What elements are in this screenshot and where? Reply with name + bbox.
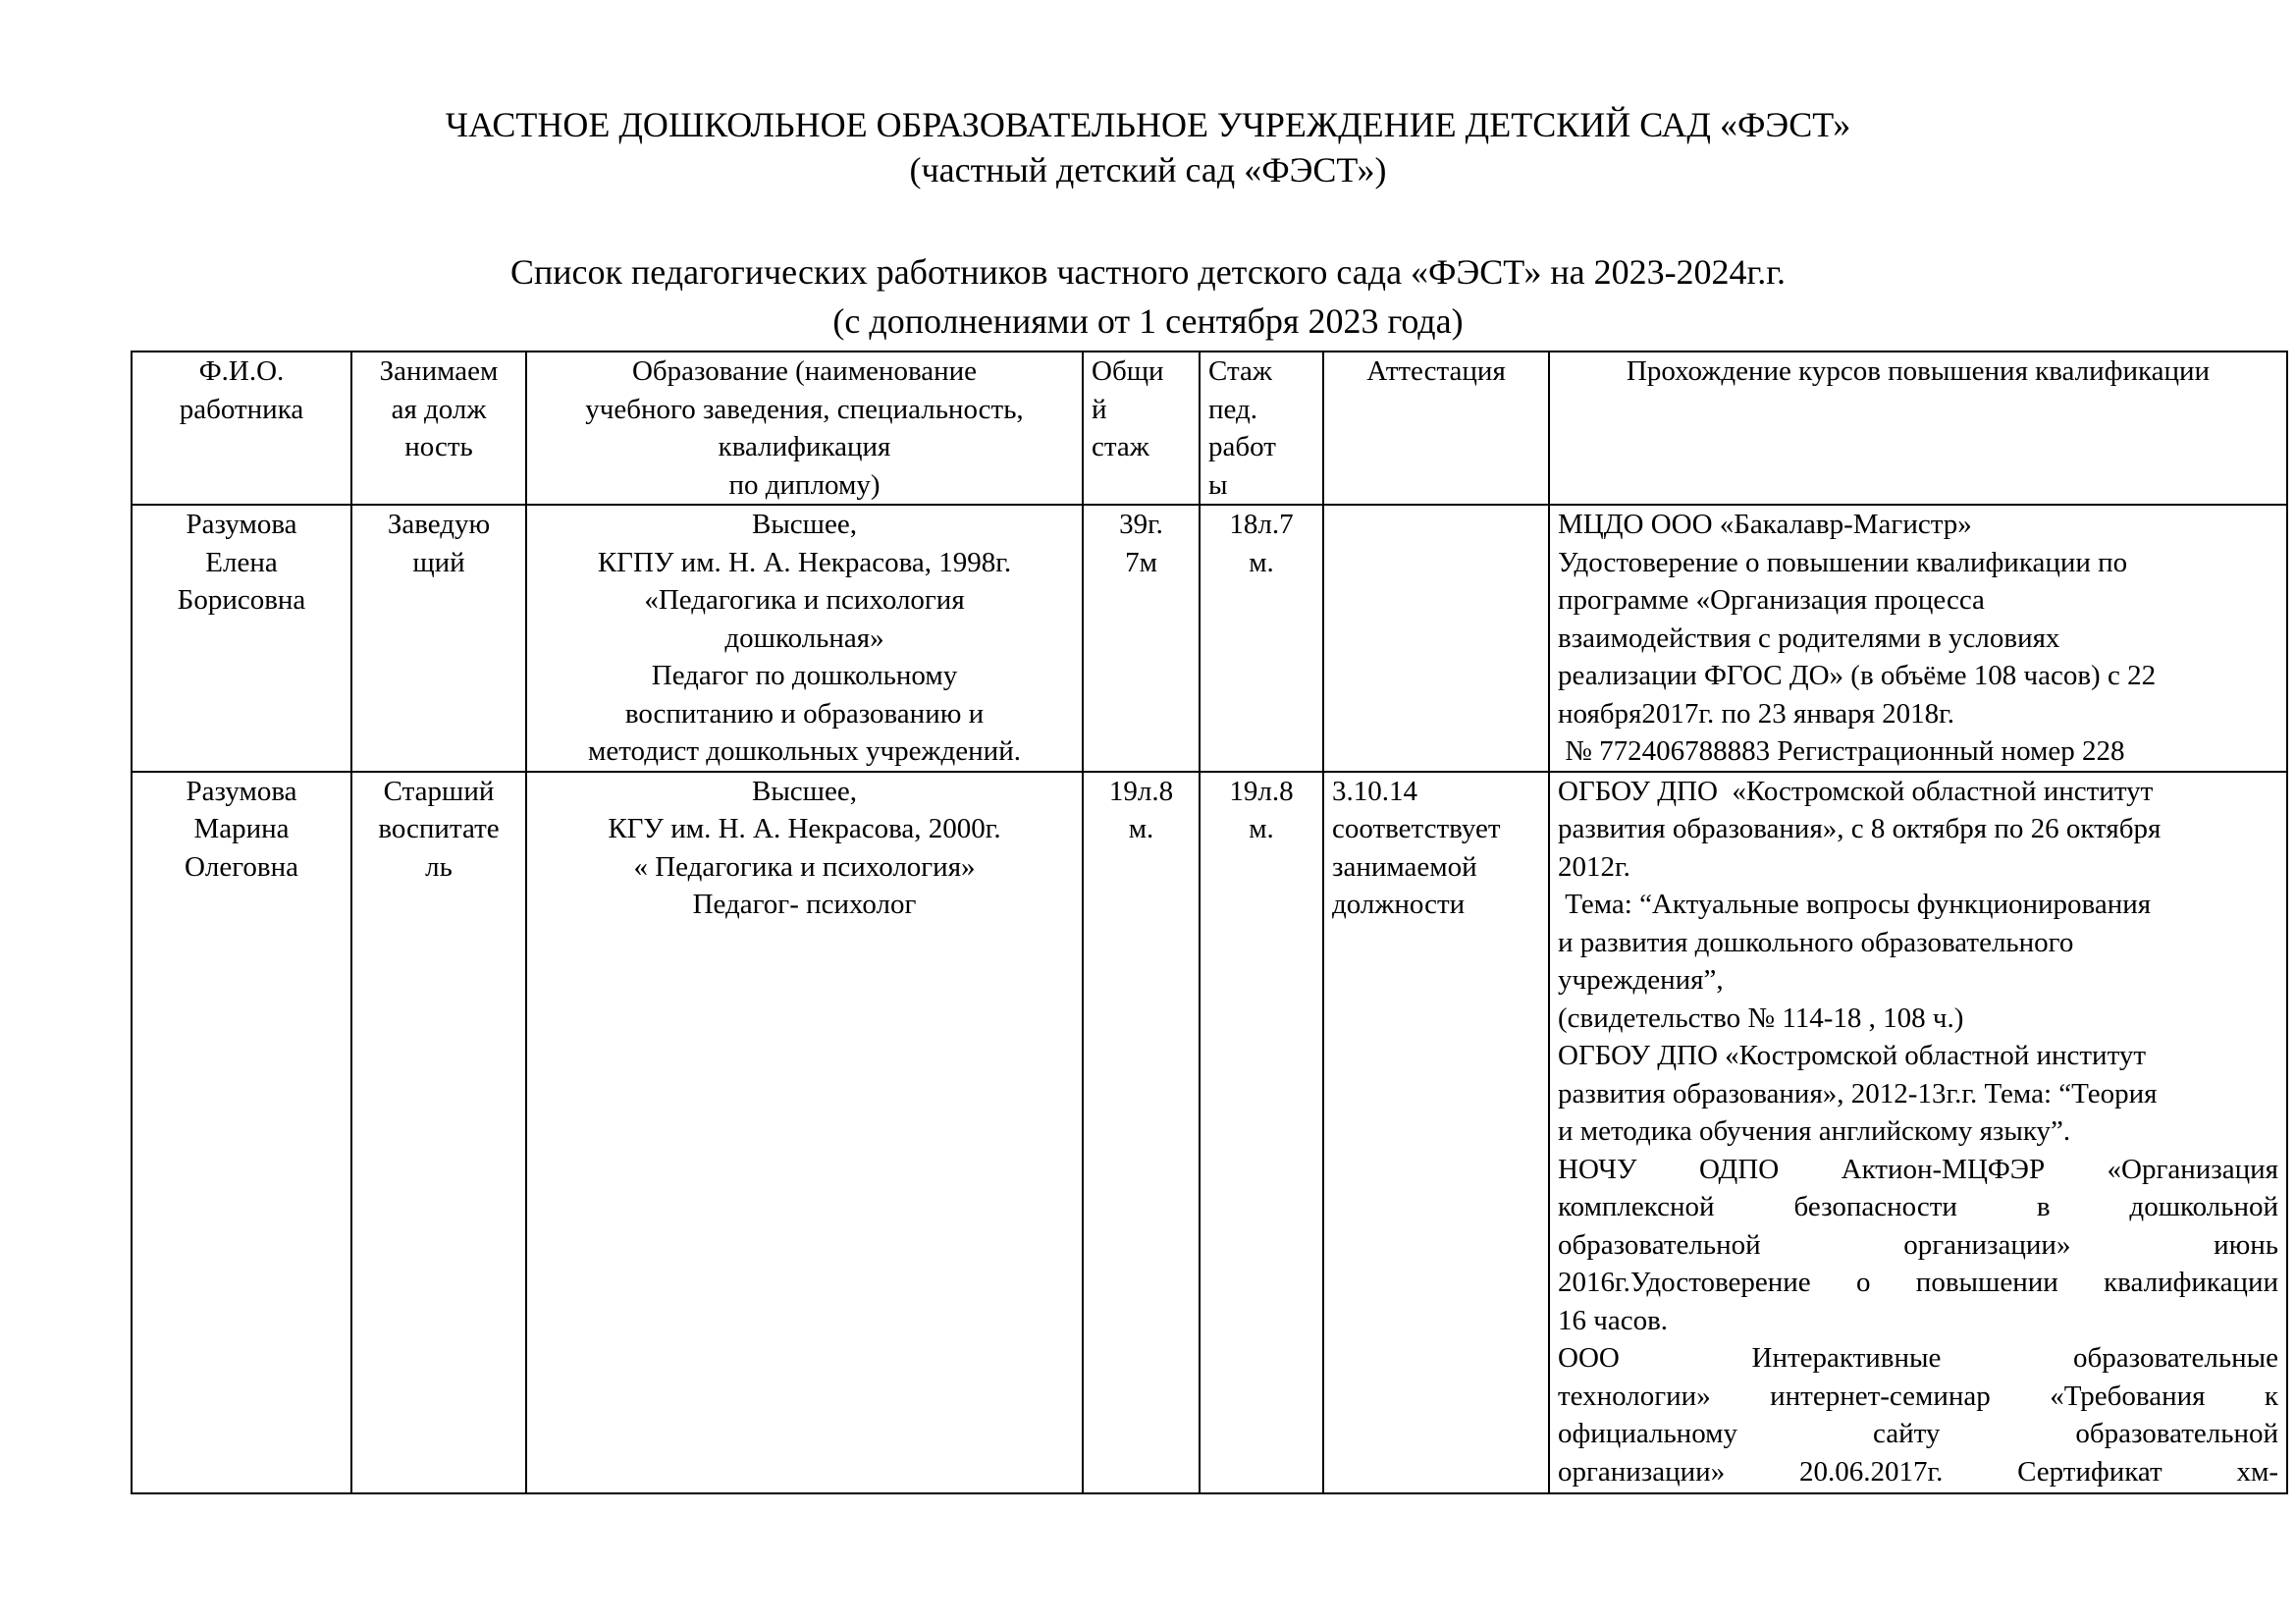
cell-text-line: воспитате [378,813,500,844]
cell-text-line: «Педагогика и психология [644,584,965,616]
cell-text-line: ноября2017г. по 23 января 2018г. [1558,697,1955,730]
employee-courses [1549,505,2287,772]
cell-text-line: ность [404,431,473,462]
employee-attestation [1323,772,1549,1493]
cell-text-line: Заведую [387,509,491,540]
cell-text-line: м. [1249,813,1274,844]
employee-courses [1549,772,2287,1493]
cell-text-line: учреждения”, [1558,964,1724,996]
employee-ped-experience [1200,772,1323,1493]
cell-text-line: Занимаем [379,355,499,387]
cell-text-line: Педагог по дошкольному [651,660,958,691]
employee-name [132,772,351,1493]
column-header-ped-experience [1200,352,1323,505]
cell-text-line: Образование (наименование [631,355,978,387]
cell-text-line: 19л.8 [1108,775,1174,807]
employee-education [526,505,1083,772]
cell-text-line: ы [1208,468,1228,501]
cell-text-line: 2016г.Удостоверение о повышении квалификации [1558,1267,2278,1298]
employee-attestation [1323,505,1549,772]
cell-text-line: 2012г. [1558,850,1630,883]
organization-subtitle: (частный детский сад «ФЭСТ») [909,150,1387,189]
cell-text-line: « Педагогика и психология» [633,850,976,883]
cell-text-line: квалификация [718,431,891,462]
cell-text-line: Высшее, [751,509,858,540]
cell-text-line: реализации ФГОС ДО» (в объёме 108 часов) с 22 [1558,660,2157,691]
cell-text-line: 16 часов. [1558,1304,1669,1336]
cell-text-line: 19л.8 [1229,775,1294,807]
employee-ped-experience [1200,505,1323,772]
column-header-education [526,352,1083,505]
cell-text-line: щий [412,546,465,578]
cell-text-line: 39г. [1119,509,1163,540]
cell-text-line: ая долж [391,393,487,425]
cell-text-line: дошкольная» [724,622,884,654]
cell-text-line: взаимодействия с родителями в условиях [1558,622,2060,654]
cell-text-line: 3.10.14 [1332,775,1417,807]
column-header-total-experience [1083,352,1200,505]
cell-text-line: организации» 20.06.2017г. Сертификат хм- [1558,1455,2278,1488]
cell-text-line: стаж [1092,431,1149,462]
cell-text-line: Педагог- психолог [692,889,917,920]
cell-text-line: Старший [383,775,495,807]
organization-title: ЧАСТНОЕ ДОШКОЛЬНОЕ ОБРАЗОВАТЕЛЬНОЕ УЧРЕЖДЕНИЕ ДЕТСКИЙ САД «ФЭСТ» [445,105,1851,144]
cell-text-line: Ф.И.О. [198,355,285,387]
cell-text-line: Аттестация [1366,355,1506,387]
cell-text-line: (свидетельство № 114-18 , 108 ч.) [1558,1001,1964,1034]
cell-text-line: КГУ им. Н. А. Некрасова, 2000г. [608,813,1001,844]
cell-text-line: ООО Интерактивные образовательные [1558,1342,2278,1374]
table-header-row [132,352,2287,505]
cell-text-line: Разумова [186,509,297,540]
cell-text-line: и развития дошкольного образовательного [1558,926,2074,958]
employee-total-experience [1083,505,1200,772]
cell-text-line: № 772406788883 Регистрационный номер 228 [1558,735,2125,767]
employee-position [351,505,526,772]
cell-text-line: Елена [205,546,278,578]
cell-text-line: воспитанию и образованию и [624,697,985,730]
cell-text-line: Борисовна [177,584,306,616]
employee-total-experience [1083,772,1200,1493]
cell-text-line: Марина [193,813,290,844]
table-row [132,772,2287,1493]
column-header-attestation [1323,352,1549,505]
cell-text-line: технологии» интернет-семинар «Требования к [1558,1380,2278,1412]
cell-text-line: НОЧУ ОДПО Актион-МЦФЭР «Организация [1558,1153,2278,1185]
cell-text-line: образовательной организации» июнь [1558,1228,2278,1261]
employee-education [526,772,1083,1493]
cell-text-line: Стаж [1208,355,1272,387]
employee-name [132,505,351,772]
cell-text-line: пед. [1208,393,1258,425]
cell-text-line: Разумова [186,775,297,807]
cell-text-line: официальному сайту образовательной [1558,1418,2278,1449]
cell-text-line: м. [1249,546,1274,578]
cell-text-line: комплексной безопасности в дошкольной [1558,1191,2278,1222]
column-header-name [132,352,351,505]
cell-text-line: работника [179,393,304,425]
list-subtitle: (с дополнениями от 1 сентября 2023 года) [832,301,1464,341]
cell-text-line: должности [1332,889,1466,920]
cell-text-line: 18л.7 [1229,509,1294,540]
cell-text-line: Тема: “Актуальные вопросы функционирования [1558,889,2152,920]
cell-text-line: развития образования», с 8 октября по 26 октября [1558,813,2162,844]
cell-text-line: ль [425,850,453,883]
cell-text-line: развития образования», 2012-13г.г. Тема: “Теория [1558,1077,2158,1110]
cell-text-line: ОГБОУ ДПО «Костромской областной институт [1558,775,2154,807]
cell-text-line: методист дошкольных учреждений. [588,735,1021,767]
cell-text-line: занимаемой [1332,850,1477,883]
cell-text-line: по диплому) [728,468,881,501]
cell-text-line: работ [1208,431,1276,462]
cell-text-line: 7м [1125,546,1157,578]
cell-text-line: ОГБОУ ДПО «Костромской областной институт [1558,1040,2147,1071]
cell-text-line: Олеговна [184,850,299,883]
column-header-courses [1549,352,2287,505]
cell-text-line: учебного заведения, специальность, [585,393,1024,425]
cell-text-line: м. [1128,813,1154,844]
list-title: Список педагогических работников частного детского сада «ФЭСТ» на 2023-2024г.г. [510,252,1786,292]
cell-text-line: соответствует [1332,813,1501,844]
cell-text-line: Прохождение курсов повышения квалификации [1626,355,2211,387]
employee-position [351,772,526,1493]
column-header-position [351,352,526,505]
cell-text-line: КГПУ им. Н. А. Некрасова, 1998г. [597,546,1012,578]
table-row [132,505,2287,772]
cell-text-line: программе «Организация процесса [1558,584,1985,616]
staff-table [131,351,2288,1494]
cell-text-line: Общи [1092,355,1164,387]
cell-text-line: Удостоверение о повышении квалификации по [1558,546,2128,578]
cell-text-line: МЦДО ООО «Бакалавр-Магистр» [1558,509,1972,540]
cell-text-line: Высшее, [751,775,858,807]
cell-text-line: й [1092,393,1107,425]
cell-text-line: и методика обучения английскому языку”. [1558,1115,2071,1147]
